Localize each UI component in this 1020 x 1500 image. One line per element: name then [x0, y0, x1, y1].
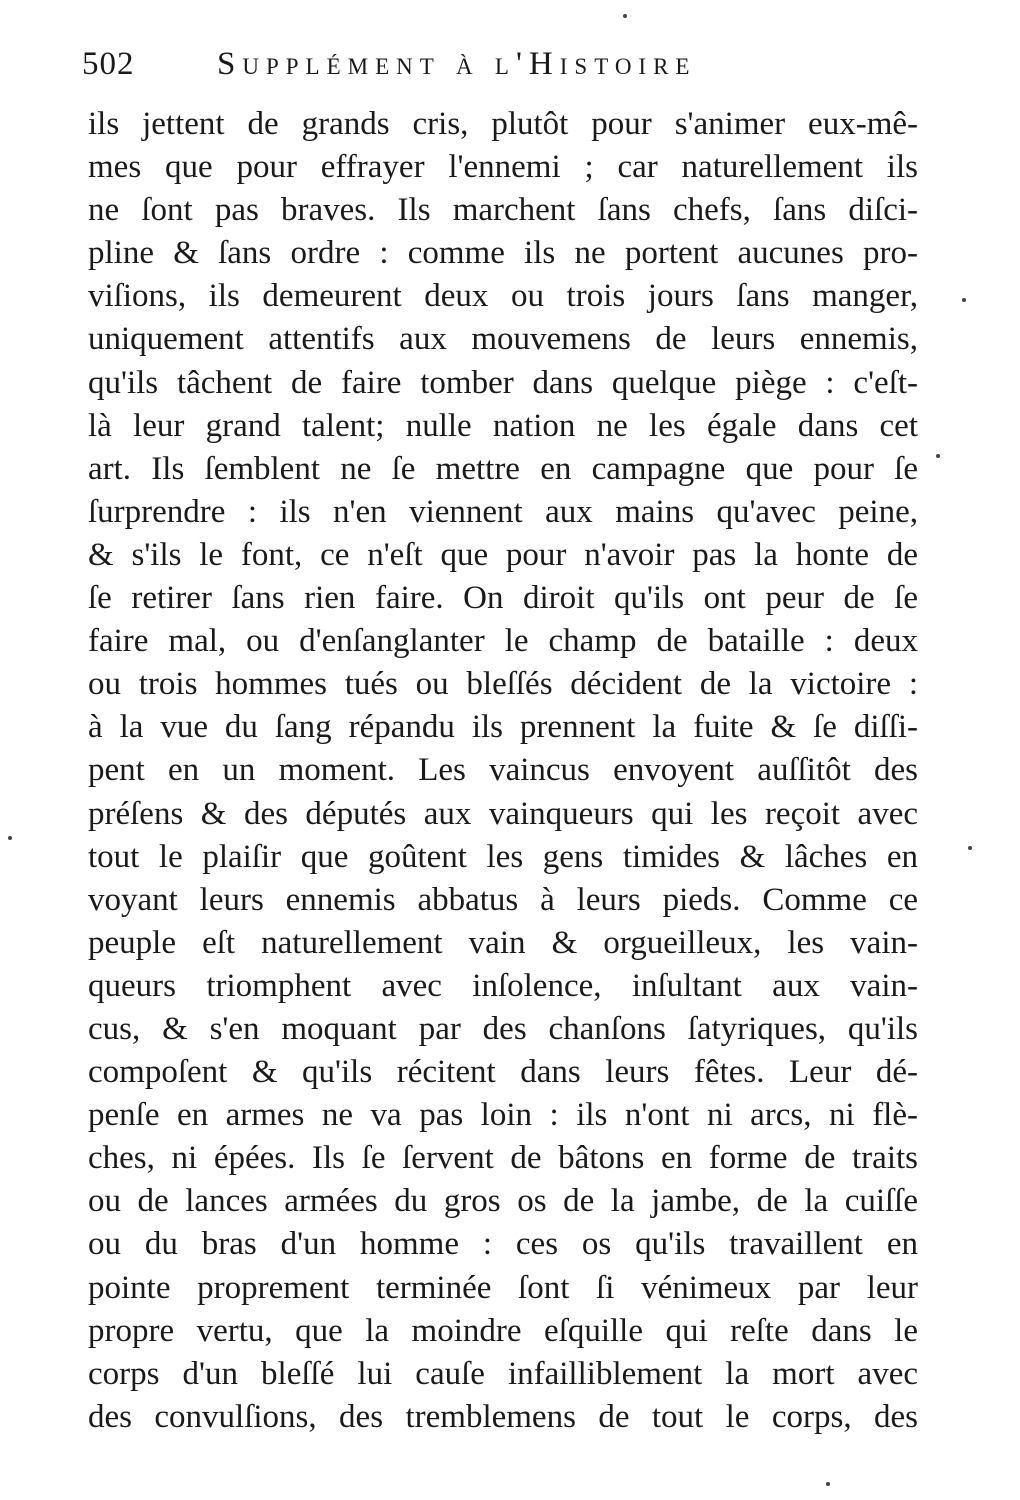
text-line: corps d'un bleſſé lui cauſe infailliblement la mort avec	[88, 1355, 918, 1392]
text-line: queurs triomphent avec inſolence, inſultant aux vain-	[88, 967, 918, 1004]
text-line: ou du bras d'un homme : ces os qu'ils travaillent en	[88, 1226, 918, 1263]
text-line: ou trois hommes tués ou bleſſés décident de la victoire :	[88, 666, 918, 703]
text-line: ne ſont pas braves. Ils marchent ſans chefs, ſans diſci-	[88, 192, 918, 229]
text-line: viſions, ils demeurent deux ou trois jours ſans manger,	[88, 278, 918, 315]
print-speck	[826, 1482, 830, 1486]
text-line: qu'ils tâchent de faire tomber dans quelque piège : c'eſt-	[88, 364, 918, 401]
text-line: voyant leurs ennemis abbatus à leurs pieds. Comme ce	[88, 881, 918, 918]
text-line: faire mal, ou d'enſanglanter le champ de bataille : deux	[88, 623, 918, 660]
text-line: ils jettent de grands cris, plutôt pour s'animer eux-mê-	[88, 106, 918, 142]
text-line: cus, & s'en moquant par des chanſons ſatyriques, qu'ils	[88, 1010, 918, 1047]
text-line: des convulſions, des tremblemens de tout le corps, des	[88, 1398, 918, 1435]
text-line: ou de lances armées du gros os de la jambe, de la cuiſſe	[88, 1183, 918, 1220]
running-title: Supplément à l'Histoire	[217, 46, 697, 82]
text-line: ſurprendre : ils n'en viennent aux mains qu'avec peine,	[88, 493, 918, 530]
print-speck	[968, 846, 972, 850]
text-line: uniquement attentifs aux mouvemens de leurs ennemis,	[88, 321, 918, 358]
text-line: préſens & des députés aux vainqueurs qui les reçoit avec	[88, 795, 918, 832]
print-speck	[8, 836, 12, 840]
text-line: pline & ſans ordre : comme ils ne portent aucunes pro-	[88, 235, 918, 272]
text-line: compoſent & qu'ils récitent dans leurs fêtes. Leur dé-	[88, 1054, 918, 1091]
text-line: propre vertu, que la moindre eſquille qui reſte dans le	[88, 1312, 918, 1349]
text-line: tout le plaiſir que goûtent les gens timides & lâches en	[88, 838, 918, 875]
text-line: là leur grand talent; nulle nation ne les égale dans cet	[88, 407, 918, 444]
text-line: & s'ils le font, ce n'eſt que pour n'avoir pas la honte de	[88, 536, 918, 573]
page-header	[82, 46, 817, 90]
body-text	[88, 103, 918, 1439]
print-speck	[623, 14, 627, 18]
text-line: pent en un moment. Les vaincus envoyent auſſitôt des	[88, 752, 918, 789]
text-line: ſe retirer ſans rien faire. On diroit qu'ils ont peur de ſe	[88, 580, 918, 617]
print-speck	[936, 454, 940, 458]
text-line: mes que pour effrayer l'ennemi ; car naturellement ils	[88, 149, 918, 186]
print-speck	[962, 298, 966, 302]
page-number: 502	[82, 46, 135, 82]
text-line: penſe en armes ne va pas loin : ils n'ont ni arcs, ni flè-	[88, 1097, 918, 1134]
text-line: à la vue du ſang répandu ils prennent la fuite & ſe diſſi-	[88, 709, 918, 746]
text-line: art. Ils ſemblent ne ſe mettre en campagne que pour ſe	[88, 450, 918, 487]
text-line: pointe proprement terminée ſont ſi vénimeux par leur	[88, 1269, 918, 1306]
text-line: ches, ni épées. Ils ſe ſervent de bâtons en forme de traits	[88, 1140, 918, 1177]
text-line: peuple eſt naturellement vain & orgueilleux, les vain-	[88, 924, 918, 961]
